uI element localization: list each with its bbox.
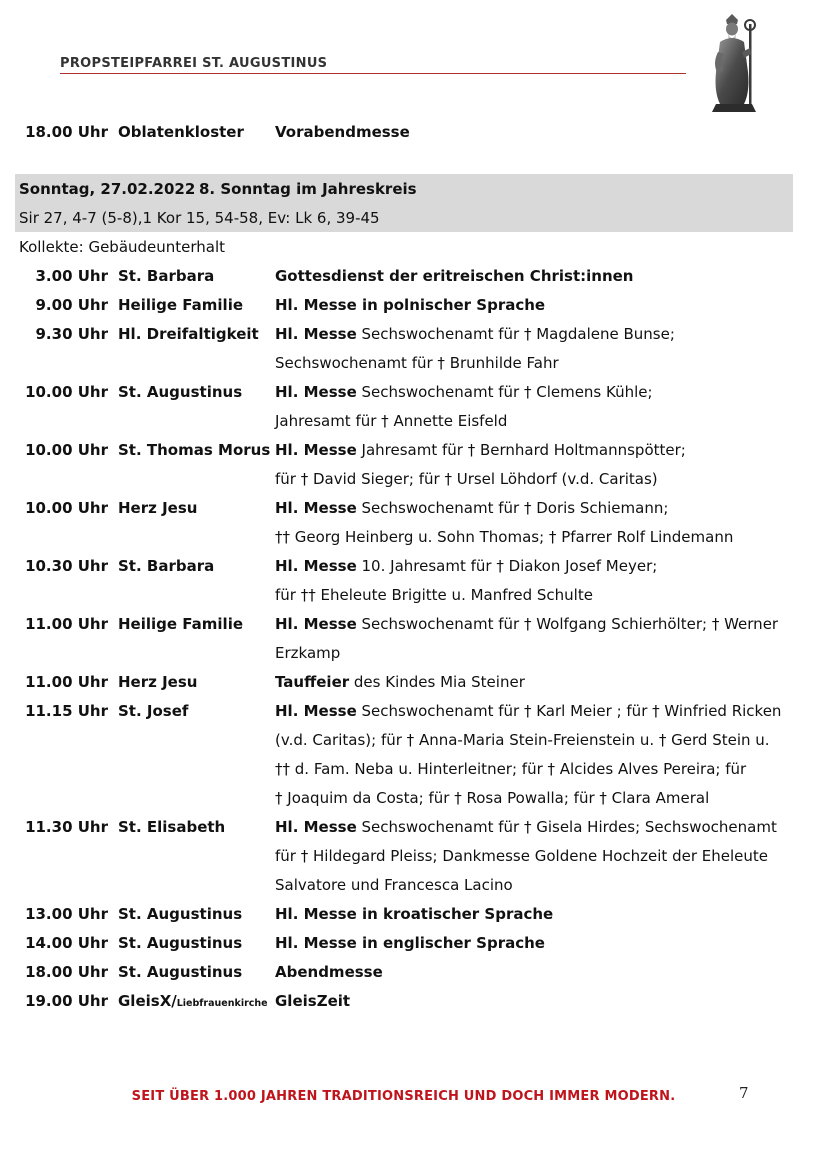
service-time: 11.00 Uhr — [25, 615, 108, 633]
service-description: Erzkamp — [275, 644, 341, 662]
service-church-subtitle: Liebfrauenkirche — [176, 998, 268, 1009]
service-row-continuation — [0, 784, 827, 813]
service-row — [0, 494, 827, 523]
page-header-title: PROPSTEIPFARREI ST. AUGUSTINUS — [60, 56, 328, 71]
day-heading — [0, 175, 827, 204]
service-church: Heilige Familie — [118, 296, 244, 314]
service-church: St. Thomas Morus — [118, 441, 271, 459]
service-description: Hl. Messe Sechswochenamt für † Clemens Kühle; — [275, 383, 653, 401]
service-time: 18.00 Uhr — [25, 963, 108, 981]
service-description: Jahresamt für † Annette Eisfeld — [275, 412, 508, 430]
service-church: St. Barbara — [118, 267, 215, 285]
service-time: 10.00 Uhr — [25, 383, 108, 401]
header-rule — [60, 73, 686, 74]
service-description: Sechswochenamt für † Brunhilde Fahr — [275, 354, 559, 372]
service-description: GleisZeit — [275, 992, 351, 1010]
service-description: Vorabendmesse — [275, 123, 410, 141]
service-description: †† Georg Heinberg u. Sohn Thomas; † Pfarrer Rolf Lindemann — [275, 528, 734, 546]
service-church: St. Elisabeth — [118, 818, 226, 836]
service-row-continuation — [0, 523, 827, 552]
day-date: Sonntag, 27.02.2022 — [19, 180, 196, 198]
service-church: Heilige Familie — [118, 615, 244, 633]
service-church: Herz Jesu — [118, 673, 198, 691]
collection-row — [0, 233, 827, 262]
service-row — [0, 291, 827, 320]
service-description: Hl. Messe Jahresamt für † Bernhard Holtmannspötter; — [275, 441, 686, 459]
service-description: Hl. Messe Sechswochenamt für † Karl Meier ; für † Winfried Ricken — [275, 702, 782, 720]
service-time: 9.30 Uhr — [35, 325, 108, 343]
service-description: Tauffeier des Kindes Mia Steiner — [275, 673, 525, 691]
service-row — [0, 929, 827, 958]
collection-note: Kollekte: Gebäudeunterhalt — [19, 238, 226, 256]
service-row-continuation — [0, 639, 827, 668]
service-row — [0, 987, 827, 1016]
service-row-continuation — [0, 726, 827, 755]
service-row-continuation — [0, 871, 827, 900]
service-description: Hl. Messe Sechswochenamt für † Magdalene Bunse; — [275, 325, 675, 343]
service-church: St. Josef — [118, 702, 189, 720]
service-church: Herz Jesu — [118, 499, 198, 517]
service-time: 19.00 Uhr — [25, 992, 108, 1010]
service-time: 10.30 Uhr — [25, 557, 108, 575]
service-row — [0, 900, 827, 929]
service-church: St. Augustinus — [118, 934, 243, 952]
service-time: 3.00 Uhr — [35, 267, 108, 285]
day-readings: Sir 27, 4-7 (5-8),1 Kor 15, 54-58, Ev: Lk 6, 39-45 — [19, 209, 380, 227]
service-row — [0, 813, 827, 842]
service-row — [0, 436, 827, 465]
service-description: † Joaquim da Costa; für † Rosa Powalla; für † Clara Ameral — [275, 789, 710, 807]
service-church: St. Augustinus — [118, 383, 243, 401]
service-row-continuation — [0, 465, 827, 494]
service-description: für † David Sieger; für † Ursel Löhdorf (v.d. Caritas) — [275, 470, 658, 488]
service-time: 18.00 Uhr — [25, 123, 108, 141]
service-time: 11.15 Uhr — [25, 702, 108, 720]
service-row-vorabend — [0, 118, 827, 147]
service-description: Hl. Messe Sechswochenamt für † Wolfgang Schierhölter; † Werner — [275, 615, 779, 633]
service-row — [0, 668, 827, 697]
service-time: 14.00 Uhr — [25, 934, 108, 952]
service-time: 9.00 Uhr — [35, 296, 108, 314]
service-church: St. Augustinus — [118, 905, 243, 923]
service-church: St. Barbara — [118, 557, 215, 575]
service-row-continuation — [0, 581, 827, 610]
footer-slogan: SEIT ÜBER 1.000 JAHREN TRADITIONSREICH UND DOCH IMMER MODERN. — [131, 1089, 676, 1104]
service-time: 11.30 Uhr — [25, 818, 108, 836]
service-time: 11.00 Uhr — [25, 673, 108, 691]
service-description: Hl. Messe in englischer Sprache — [275, 934, 545, 952]
service-row-continuation — [0, 407, 827, 436]
service-church: Oblatenkloster — [118, 123, 244, 141]
service-description: Hl. Messe Sechswochenamt für † Doris Schiemann; — [275, 499, 669, 517]
service-description: †† d. Fam. Neba u. Hinterleitner; für † Alcides Alves Pereira; für — [275, 760, 747, 778]
service-description: für †† Eheleute Brigitte u. Manfred Schulte — [275, 586, 593, 604]
service-row — [0, 552, 827, 581]
service-row — [0, 610, 827, 639]
service-description: Hl. Messe 10. Jahresamt für † Diakon Josef Meyer; — [275, 557, 658, 575]
service-row — [0, 320, 827, 349]
service-description: Hl. Messe in polnischer Sprache — [275, 296, 546, 314]
service-time: 10.00 Uhr — [25, 499, 108, 517]
service-row-continuation — [0, 842, 827, 871]
service-time: 10.00 Uhr — [25, 441, 108, 459]
service-church: Hl. Dreifaltigkeit — [118, 325, 259, 343]
day-name: 8. Sonntag im Jahreskreis — [199, 180, 417, 198]
service-time: 13.00 Uhr — [25, 905, 108, 923]
service-row — [0, 262, 827, 291]
service-description: Gottesdienst der eritreischen Christ:innen — [275, 267, 634, 285]
service-row-continuation — [0, 755, 827, 784]
service-row-continuation — [0, 349, 827, 378]
service-description: Abendmesse — [275, 963, 383, 981]
service-row — [0, 697, 827, 726]
service-description: Hl. Messe Sechswochenamt für † Gisela Hirdes; Sechswochenamt — [275, 818, 777, 836]
service-description: (v.d. Caritas); für † Anna-Maria Stein-Freienstein u. † Gerd Stein u. — [275, 731, 770, 749]
service-description: Hl. Messe in kroatischer Sprache — [275, 905, 554, 923]
service-church: GleisX/Liebfrauenkirche — [118, 992, 268, 1010]
service-description: Salvatore und Francesca Lacino — [275, 876, 513, 894]
service-row — [0, 958, 827, 987]
service-description: für † Hildegard Pleiss; Dankmesse Goldene Hochzeit der Eheleute — [275, 847, 768, 865]
saint-statue-icon — [704, 12, 764, 116]
service-church: St. Augustinus — [118, 963, 243, 981]
day-readings-row — [0, 204, 827, 233]
page-number: 7 — [739, 1084, 749, 1102]
service-row — [0, 378, 827, 407]
